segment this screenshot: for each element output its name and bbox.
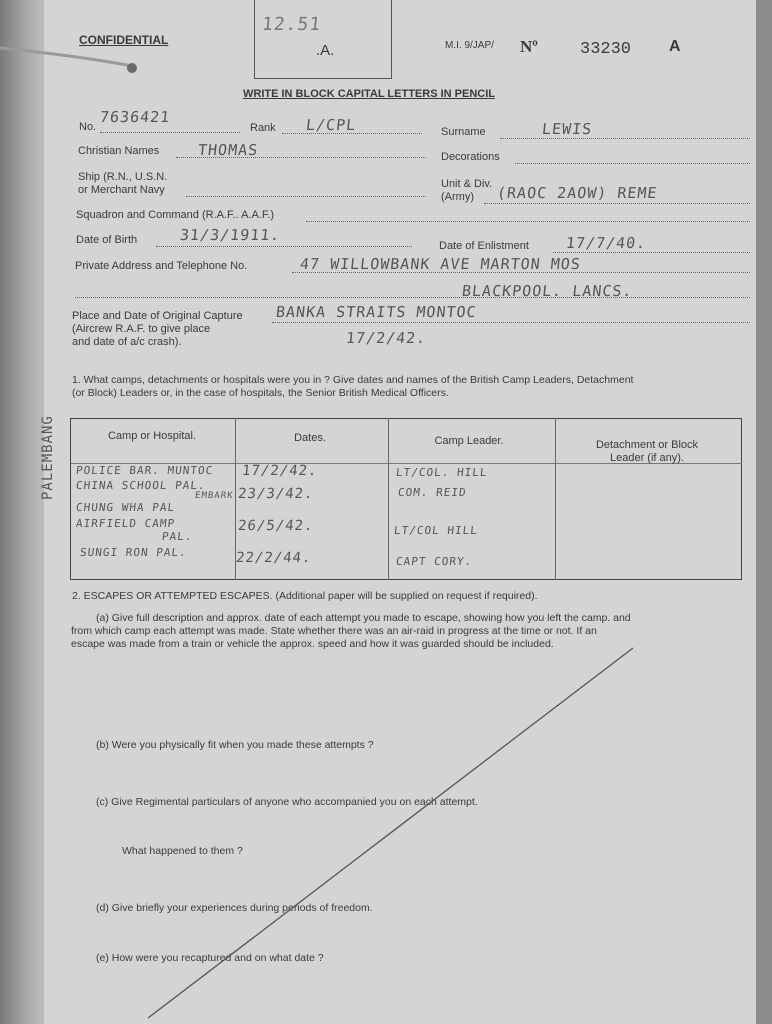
row-date-1: 17/2/42. (241, 463, 319, 479)
col-dates: Dates. (294, 432, 326, 444)
no-label: No. (79, 121, 97, 133)
address-value-1: 47 WILLOWBANK AVE MARTON MOS (299, 255, 582, 273)
confidential-label: CONFIDENTIAL (79, 33, 169, 47)
form-letter: A (669, 38, 681, 55)
capture-label-1: Place and Date of Original Capture (72, 310, 243, 322)
squadron-label: Squadron and Command (R.A.F.. A.A.F.) (76, 209, 275, 221)
ship-label-1: Ship (R.N., U.S.N. (78, 171, 168, 183)
instruction-heading: WRITE IN BLOCK CAPITAL LETTERS IN PENCIL (243, 88, 495, 100)
q1-text-2: (or Block) Leaders or, in the case of hospitals, the Senior British Medical Officers. (72, 387, 449, 399)
capture-value-1: BANKA STRAITS MONTOC (275, 303, 478, 321)
address-value-2: BLACKPOOL. LANCS. (461, 282, 634, 300)
q2-c2: What happened to them ? (122, 845, 243, 857)
address-label: Private Address and Telephone No. (75, 260, 248, 272)
unit-label-2: (Army) (441, 191, 474, 203)
row-date-4: 26/5/42. (237, 518, 315, 534)
q2-a-1: (a) Give full description and approx. date of each attempt you made to escape, showing how you left the camp. and (96, 612, 631, 624)
unit-label-1: Unit & Div. (441, 178, 493, 190)
capture-label-2: (Aircrew R.A.F. to give place (72, 323, 211, 335)
row-leader-1: LT/COL. HILL (395, 466, 489, 479)
col-detachment-2: Leader (if any). (610, 452, 684, 464)
form-number: 33230 (580, 40, 632, 59)
row-camp-5: SUNGI RON PAL. (79, 546, 188, 559)
row-camp-1: POLICE BAR. MUNTOC (75, 464, 214, 477)
q1-text-1: 1. What camps, detachments or hospitals were you in ? Give dates and names of the British Camp Leaders, Detachment (72, 374, 634, 386)
christian-label: Christian Names (78, 145, 160, 157)
row-camp-2: CHINA SCHOOL PAL. (75, 479, 207, 492)
q2-b: (b) Were you physically fit when you made these attempts ? (96, 739, 374, 751)
number-sign: Nº (520, 37, 538, 56)
q2-d: (d) Give briefly your experiences during periods of freedom. (96, 902, 373, 914)
capture-label-3: and date of a/c crash). (72, 336, 182, 348)
stamp-number: 12.51 (260, 14, 323, 35)
q2-a-2: from which camp each attempt was made. State whether there was an air-raid in progress at the time or not. If an (71, 625, 597, 637)
rank-label: Rank (250, 122, 276, 134)
office-code: M.I. 9/JAP/ (445, 40, 494, 51)
enlist-value: 17/7/40. (565, 234, 648, 252)
stamp-letter: .A. (316, 42, 335, 59)
row-date-5: 22/2/44. (235, 550, 313, 566)
no-value: 7636421 (99, 108, 172, 126)
side-note: PALEMBANG (40, 415, 56, 500)
rank-value: L/CPL (305, 116, 358, 134)
row-leader-5: CAPT CORY. (395, 555, 473, 568)
surname-label: Surname (441, 126, 486, 138)
q2-c: (c) Give Regimental particulars of anyone who accompanied you on each attempt. (96, 796, 478, 808)
row-leader-4: LT/COL HILL (393, 524, 479, 537)
dob-value: 31/3/1911. (179, 226, 282, 244)
embark-note: EMBARK (194, 491, 235, 501)
pal-note: PAL. (161, 530, 194, 543)
christian-value: THOMAS (197, 141, 260, 159)
col-detachment-1: Detachment or Block (595, 439, 699, 451)
col-leader: Camp Leader. (434, 435, 504, 447)
unit-value: (RAOC 2AOW) REME (496, 184, 659, 202)
row-camp-4: AIRFIELD CAMP (75, 517, 176, 530)
col-camp: Camp or Hospital. (107, 430, 197, 442)
row-leader-2: COM. REID (397, 486, 468, 499)
q2-e: (e) How were you recaptured and on what date ? (96, 952, 324, 964)
surname-value: LEWIS (541, 120, 594, 138)
q2-a-3: escape was made from a train or vehicle the approx. speed and how it was guarded should be included. (71, 638, 554, 650)
row-camp-3: CHUNG WHA PAL (75, 501, 176, 514)
decorations-label: Decorations (441, 151, 500, 163)
enlist-label: Date of Enlistment (439, 240, 529, 252)
row-date-2: 23/3/42. (237, 486, 315, 502)
dob-label: Date of Birth (76, 234, 138, 246)
q2-heading: 2. ESCAPES OR ATTEMPTED ESCAPES. (Additional paper will be supplied on request if required). (72, 590, 538, 602)
ship-label-2: or Merchant Navy (78, 184, 165, 196)
capture-value-2: 17/2/42. (345, 329, 428, 347)
